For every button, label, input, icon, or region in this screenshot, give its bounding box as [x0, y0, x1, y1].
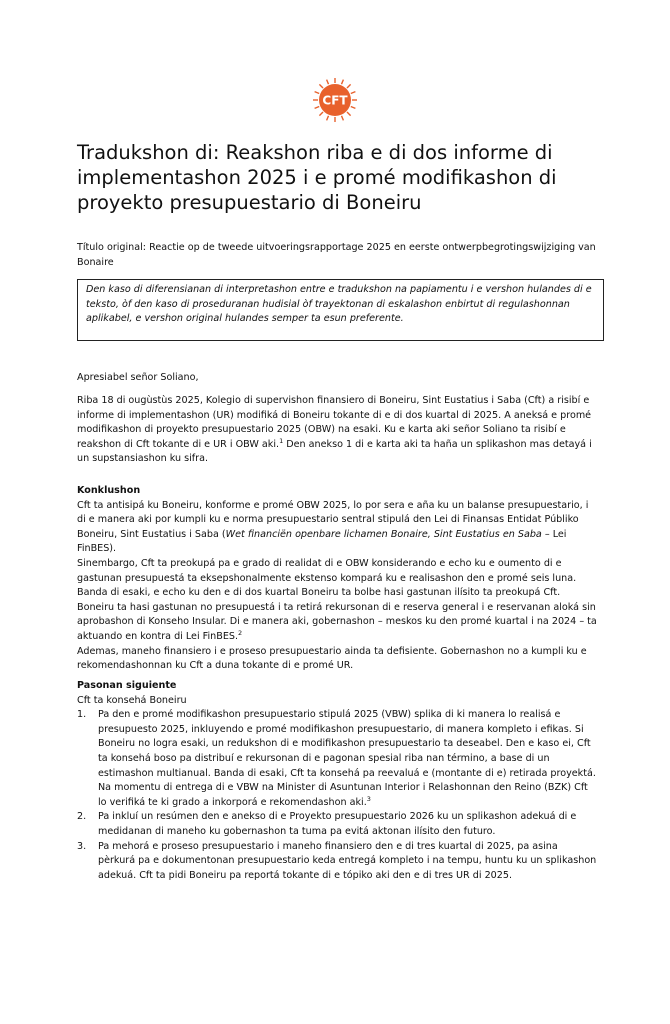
konklushon-heading: Konklushon [77, 485, 141, 496]
list-item-text: Pa inkluí un resúmen den e anekso di e Proyekto presupuestario 2026 ku un splikashon adekuá di e medidanan di maneho ku gobernashon ta tuma pa evitá aktonan ilísito den futuro. [98, 811, 577, 837]
footnote-ref[interactable]: 1 [279, 436, 284, 445]
konklushon-p2-text: Sinembargo, Cft ta preokupá pa e grado di realidat di e OBW konsiderando e echo ku e oumento di e gastunan presupuestá ta eksepshonalmente ekstenso kompará ku e realisashon den e promé seis luna. Banda di esaki, e echo ku den e di dos kuartal Boneiru ta bolbe hasi gastunan ilísito ta preokupá Cft. Boneiru ta hasi gastunan no presupuestá i ta retirá rekursonan di e reserva general i e reservanan aloká sin aprobashon di Konseho Insular. Di e manera aki, gobernashon – meskos ku den promé kuartal i na 2024 – ta aktuando en kontra di Lei FinBES. [77, 557, 597, 642]
list-item-number: 3. [77, 840, 87, 852]
intro-tail: Den anekso 1 di e karta aki ta haña un splikashon mas detayá i un supstansiashon ku sifra. [77, 438, 592, 465]
law-title: Wet financiën openbare lichamen Bonaire, Sint Eustatius en Saba [225, 528, 542, 540]
pasonan-heading: Pasonan siguiente [77, 680, 177, 691]
intro-paragraph [77, 394, 597, 467]
konklushon-section [77, 484, 597, 674]
cft-logo-icon [312, 77, 358, 123]
recommendation-list [77, 708, 597, 883]
footnote-ref[interactable]: 3 [366, 794, 371, 803]
konklushon-paragraph-2 [77, 557, 597, 645]
list-item-text: Pa mehorá e proseso presupuestario i maneho finansiero den e di tres kuartal di 2025, pa asina pèrkurá pa e dokumentonan presupuestario keda entregá kompleto i na tempu, huntu ku un splikashon adekuá. Cft ta pidi Boneiru pa reportá tokante di e tópiko aki den e di tres UR di 2025. [98, 840, 597, 881]
pasonan-section [77, 679, 597, 883]
konklushon-p1-end: – Lei FinBES). [77, 528, 567, 555]
list-item [77, 708, 597, 810]
list-item-number: 1. [77, 709, 87, 721]
konklushon-p1-text: Cft ta antisipá ku Boneiru, konforme e promé OBW 2025, lo por sera e aña ku un balanse presupuestario, i di e manera aki por kumpli ku e norma presupuestario sentral stipulá den Lei di Finansas Entidat Públiko Boneiru, Sint Eustatius i Saba ( [77, 499, 589, 540]
list-item-number: 2. [77, 811, 87, 823]
original-title: Título original: Reactie op de tweede uitvoeringsrapportage 2025 en eerste ontwerpbegrotingswijziging van Bonaire [77, 242, 596, 268]
logo-text: CFT [322, 93, 348, 108]
translation-disclaimer: Den kaso di diferensianan di interpretashon entre e tradukshon na papiamentu i e vershon hulandes di e teksto, òf den kaso di proseduranan hudisial òf trayektonan di eskalashon enbirtut di regulashonnan aplikabel, e vershon original hulandes semper ta esun preferente. [77, 279, 604, 341]
page-title: Tradukshon di: Reakshon riba e di dos informe di implementashon 2025 i e promé modifikashon di proyekto presupuestario di Boneiru [77, 141, 557, 214]
list-item-text: Pa den e promé modifikashon presupuestario stipulá 2025 (VBW) splika di ki manera lo realisá e presupuesto 2025, inkluyendo e promé modifikashon presupuestario, di manera kompleto i efikas. Si Boneiru no logra esaki, un redukshon di e modifikashon presupuestario ta deseabel. Den e kaso ei, Cft ta konsehá boso pa distribuí e rekursonan di e pagonan spesial riba nan término, a base di un estimashon multianual. Banda di esaki, Cft ta konsehá pa reevaluá e (montante di e) retirada proyektá. Na momentu di entrega di e VBW na Minister di Asuntunan Interior i Relashonnan den Reino (BZK) Cft lo verifiká te ki grado a inkorporá e rekomendashon aki. [98, 709, 596, 808]
konklushon-paragraph-1 [77, 499, 597, 557]
pasonan-subheading: Cft ta konsehá Boneiru [77, 694, 187, 706]
intro-text: Riba 18 di ougùstùs 2025, Kolegio di supervishon finansiero di Boneiru, Sint Eustatius i Saba (Cft) a risibí e informe di implementashon (UR) modifiká di Boneiru tokante di e di dos kuartal di 2025. A aneksá e promé modifikashon di proyekto presupuestario 2025 (OBW) na esaki. Ku e karta aki señor Soliano ta risibí e reakshon di Cft tokante di e UR i OBW aki. [77, 395, 592, 450]
list-item [77, 810, 597, 839]
konklushon-paragraph-3: Ademas, maneho finansiero i e proseso presupuestario ainda ta defisiente. Gobernashon no a kumpli ku e rekomendashonnan ku Cft a duna tokante di e promé UR. [77, 645, 587, 672]
footnote-ref[interactable]: 2 [238, 628, 243, 637]
greeting: Apresiabel señor Soliano, [77, 372, 199, 383]
cft-logo [312, 77, 358, 123]
list-item [77, 840, 597, 884]
